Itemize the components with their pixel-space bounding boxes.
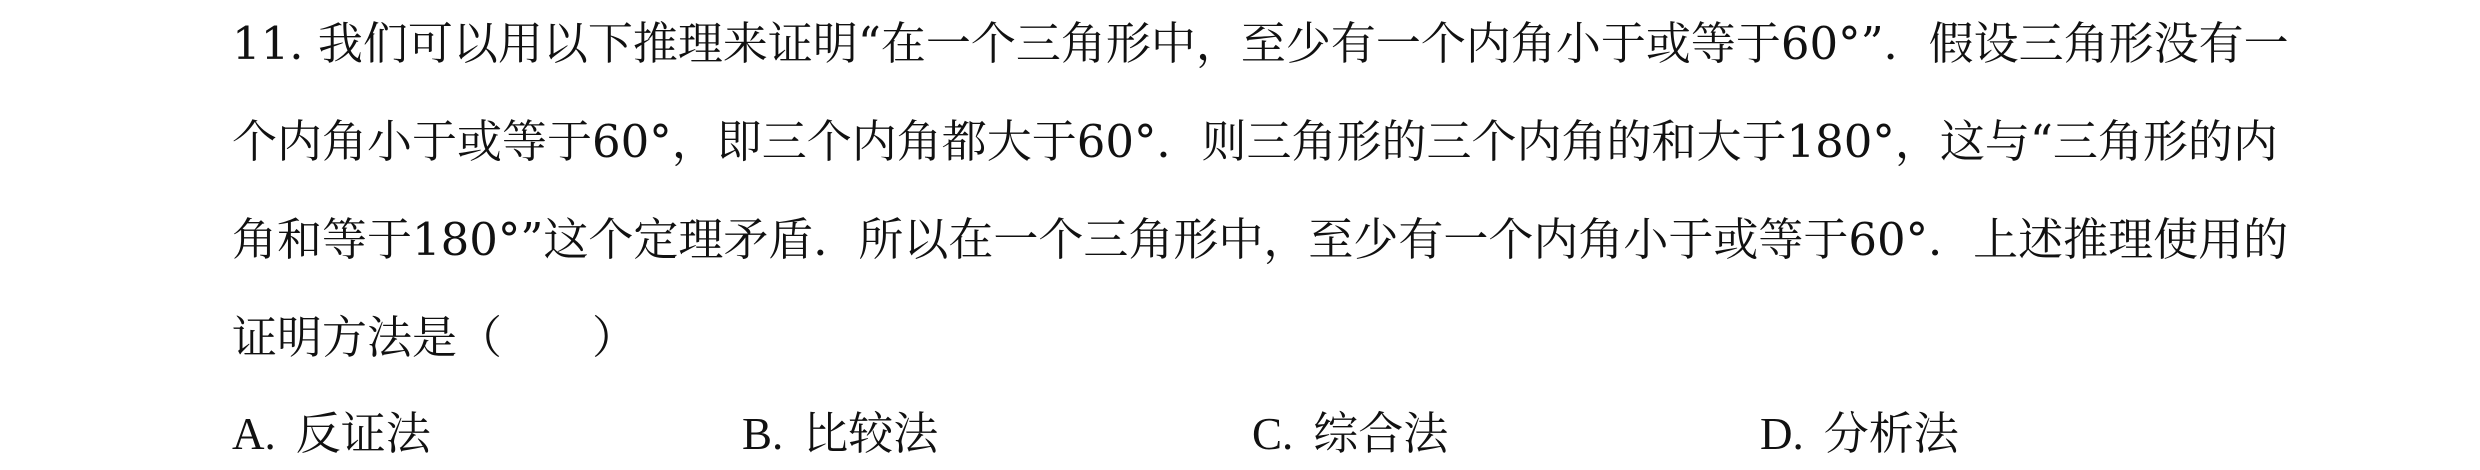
option-d-text: 分析法 [1823,407,1959,460]
question-line-3: 角和等于180°”这个定理矛盾．所以在一个三角形中，至少有一个内角小于或等于60°．上述推理使用的 [232,213,2289,266]
option-d-letter: D. [1760,409,1804,459]
question-line-1: 11. 我们可以用以下推理来证明“在一个三角形中，至少有一个内角小于或等于60°”．假设三角形没有一 [232,17,2289,70]
option-d[interactable] [1760,398,1959,470]
option-c-text: 综合法 [1313,407,1449,460]
option-a-text: 反证法 [295,407,431,460]
question-line-4: 证明方法是（ ） [232,311,638,364]
option-c-letter: C. [1252,409,1294,459]
answer-options [232,398,2272,470]
option-c[interactable] [1252,398,1448,470]
question-line-2: 个内角小于或等于60°，即三个内角都大于60°．则三角形的三个内角的和大于180°，这与“三角形的内 [232,115,2278,168]
option-a-letter: A. [232,409,276,459]
option-b[interactable] [742,398,938,470]
option-b-text: 比较法 [803,407,939,460]
option-b-letter: B. [742,409,784,459]
option-a[interactable] [232,398,431,470]
